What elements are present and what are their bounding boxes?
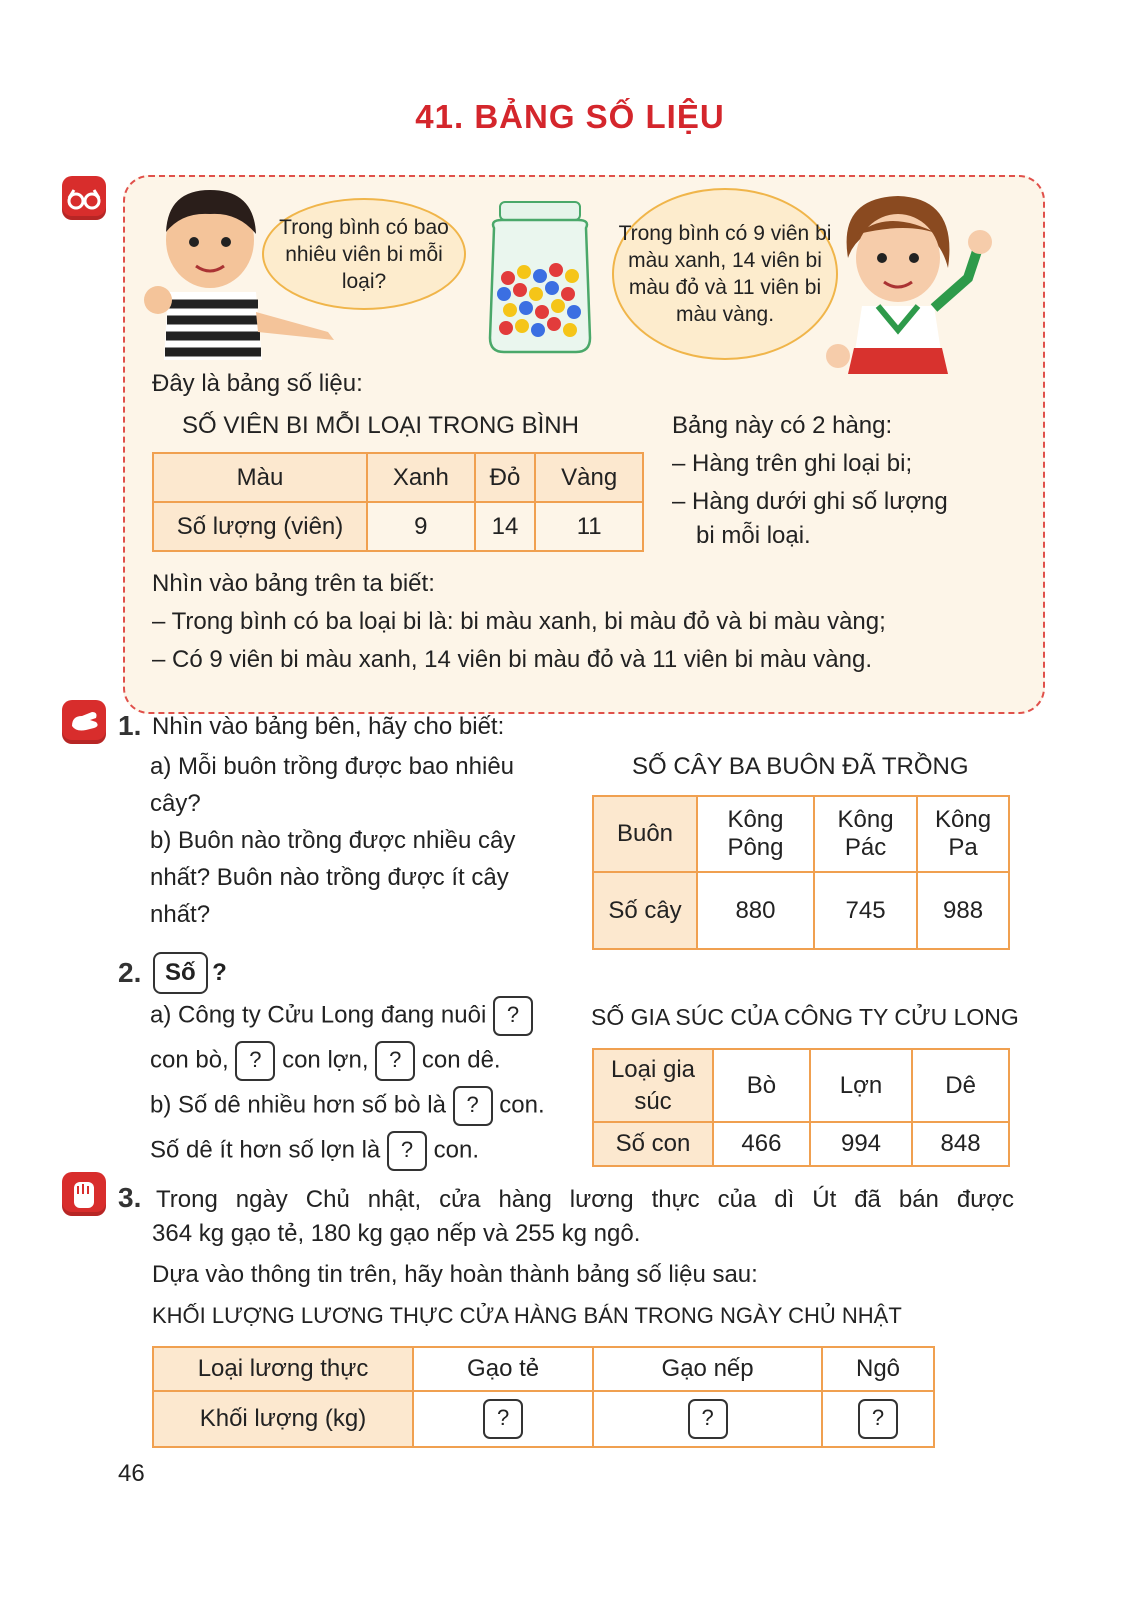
exercise-3-line: Trong ngày Chủ nhật, cửa hàng lương thực của dì Út đã bán được [156,1186,1014,1213]
marble-table-header-cell: Đỏ [475,453,536,502]
exercise-2-text: con. [433,1136,479,1164]
food-table-header-cell: Gạo nếp [593,1347,822,1391]
exercise-1-line: b) Buôn nào trồng được nhiều cây [150,827,516,854]
exercise-1-number: 1. [118,710,142,741]
marble-table-header-cell: Vàng [535,453,643,502]
page-number: 46 [118,1460,145,1487]
exercise-2-line-a [150,996,533,1036]
exercise-2-text: con dê. [421,1046,501,1074]
exercise-2-text: con bò, [150,1046,229,1074]
answer-box-cows-count[interactable]: ? [493,996,533,1036]
answer-box-pigs-count[interactable]: ? [235,1041,275,1081]
exercise-2-heading [153,952,227,994]
livestock-table-header-cell: Bò [713,1049,810,1122]
food-table-header-cell: Loại lương thực [153,1347,413,1391]
food-table-cell [822,1391,934,1447]
conclusion-line: Nhìn vào bảng trên ta biết: [152,570,435,597]
answer-box-corn[interactable]: ? [858,1399,898,1439]
livestock-table-header-cell: Dê [912,1049,1009,1122]
question-mark: ? [212,959,227,986]
livestock-table [592,1048,1010,1167]
number-label-box: Số [153,952,208,994]
livestock-table-row-label: Số con [593,1122,713,1166]
tree-table [592,795,1010,950]
exercise-2-line-a2 [150,1041,501,1081]
tree-table-cell: 988 [917,872,1009,949]
food-table-title: KHỐI LƯỢNG LƯƠNG THỰC CỬA HÀNG BÁN TRONG NGÀY CHỦ NHẬT [152,1303,902,1328]
marble-table-cell: 14 [475,502,536,551]
girl-illustration [818,188,998,374]
table-note: Bảng này có 2 hàng: [672,412,893,439]
food-table-cell [413,1391,593,1447]
livestock-table-cell: 994 [810,1122,912,1166]
exercise-3-number: 3. [118,1182,142,1213]
exercise-2-line-b2 [150,1131,479,1171]
table-note: – Hàng dưới ghi số lượng [672,488,948,515]
exercise-2-text: con. [499,1091,545,1119]
exercise-2-text: b) Số dê nhiều hơn số bò là [150,1091,446,1119]
exercise-1-line: Nhìn vào bảng bên, hãy cho biết: [152,713,505,740]
answer-box-goats-count[interactable]: ? [375,1041,415,1081]
marble-table-title: SỐ VIÊN BI MỖI LOẠI TRONG BÌNH [182,412,579,439]
livestock-table-cell: 466 [713,1122,810,1166]
tree-table-header-cell: Kông Pông [697,796,814,872]
tree-table-header-cell: Kông Pác [814,796,917,872]
exercise-1-line: a) Mỗi buôn trồng được bao nhiêu [150,753,515,780]
exercise-2-number: 2. [118,957,142,988]
glasses-icon [62,176,106,220]
livestock-table-cell: 848 [912,1122,1009,1166]
practice-hand-icon [62,700,106,744]
exercise-3-line: 364 kg gạo tẻ, 180 kg gạo nếp và 255 kg ngô. [152,1220,641,1247]
boy-speech-bubble: Trong bình có bao nhiêu viên bi mỗi loại? [262,198,466,310]
answer-box-goats-less-than-pigs[interactable]: ? [387,1131,427,1171]
exercise-3-line: Dựa vào thông tin trên, hãy hoàn thành bảng số liệu sau: [152,1261,758,1288]
exercise-2-text: con lợn, [282,1046,369,1074]
conclusion-line: – Trong bình có ba loại bi là: bi màu xanh, bi màu đỏ và bi màu vàng; [152,608,886,635]
conclusion-line: – Có 9 viên bi màu xanh, 14 viên bi màu đỏ và 11 viên bi màu vàng. [152,646,872,673]
exercise-2-text: a) Công ty Cửu Long đang nuôi [150,1001,487,1029]
exercise-2-line-b [150,1086,545,1126]
food-table-header-cell: Ngô [822,1347,934,1391]
table-note: bi mỗi loại. [696,522,811,549]
page-title: 41. BẢNG SỐ LIỆU [415,98,725,135]
girl-speech-bubble: Trong bình có 9 viên bi màu xanh, 14 viên bi màu đỏ và 11 viên bi màu vàng. [612,188,838,360]
tree-table-title: SỐ CÂY BA BUÔN ĐÃ TRỒNG [632,753,969,780]
livestock-table-title: SỐ GIA SÚC CỦA CÔNG TY CỬU LONG [591,1004,1019,1030]
marble-table [152,452,644,552]
tree-table-header-cell: Kông Pa [917,796,1009,872]
table-note: – Hàng trên ghi loại bi; [672,450,913,477]
food-table [152,1346,935,1448]
exercise-1-line: cây? [150,790,201,817]
food-table-cell [593,1391,822,1447]
food-table-row-label: Khối lượng (kg) [153,1391,413,1447]
marble-table-header-cell: Xanh [367,453,475,502]
answer-box-goats-more-than-cows[interactable]: ? [453,1086,493,1126]
answer-box-sticky-rice[interactable]: ? [688,1399,728,1439]
intro-lead: Đây là bảng số liệu: [152,370,363,397]
marble-table-cell: 11 [535,502,643,551]
exercise-1-line: nhất? [150,901,211,928]
livestock-table-header-cell: Loại gia súc [593,1049,713,1122]
answer-box-plain-rice[interactable]: ? [483,1399,523,1439]
marble-table-header-cell: Màu [153,453,367,502]
exercise-2-text: Số dê ít hơn số lợn là [150,1136,381,1164]
tree-table-header-cell: Buôn [593,796,697,872]
marble-table-cell: 9 [367,502,475,551]
tree-table-cell: 880 [697,872,814,949]
tree-table-row-label: Số cây [593,872,697,949]
exercise-1-line: nhất? Buôn nào trồng được ít cây [150,864,509,891]
marble-jar-illustration [480,198,600,356]
tree-table-cell: 745 [814,872,917,949]
livestock-table-header-cell: Lợn [810,1049,912,1122]
marble-table-row-label: Số lượng (viên) [153,502,367,551]
food-table-header-cell: Gạo tẻ [413,1347,593,1391]
apply-fist-icon [62,1172,106,1216]
